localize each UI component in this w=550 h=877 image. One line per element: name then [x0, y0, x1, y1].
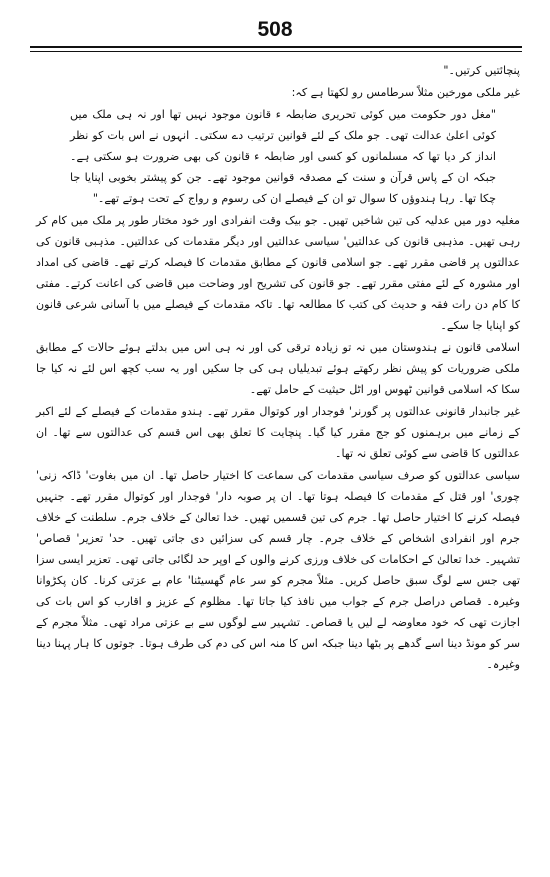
paragraph-quote-end: پنچائتیں کرتیں۔"	[443, 64, 520, 77]
header-rule-thick	[30, 46, 522, 48]
block-quote: "مغل دور حکومت میں کوئی تحریری ضابطہ ء قانون موجود نہیں تھا اور نہ ہی ملک میں کوئی اعلیٰ عدالت تھی۔ جو ملک کے لئے قوانین ترتیب دے سکتی۔ انہوں نے اس بات کو نظر انداز کر دیا تھا کہ مسلمانوں کو کسی اور ضابطہ ء قانون کی بھی ضرورت ہو سکتی ہے۔ جبکہ ان کے پاس قرآن و سنت کے مصدقہ قوانین موجود تھے۔ جن کو پیشتر بخوبی اپنایا جا چکا تھا۔ رہا ہندوؤں کا سوال تو ان کے فیصلے ان کی رسوم و رواج کے تحت ہوتے تھے۔"	[70, 108, 496, 205]
paragraph-intro: غیر ملکی مورخین مثلاً سرطامس رو لکھتا ہے کہ:	[291, 86, 520, 99]
page-number: 508	[257, 18, 293, 41]
page-text	[36, 60, 520, 676]
paragraph-judiciary-branches: مغلیہ دور میں عدلیہ کی تین شاخیں تھیں۔ جو بیک وقت انفرادی اور خود مختار طور پر ملک میں کام کر رہی تھیں۔ مذہبی قانون کی عدالتیں' سیاسی عدالتیں اور دیگر مقدمات کی عدالتیں۔ مذہبی قانون کی عدالتوں پر قاضی مقرر تھے۔ جو اسلامی قانون کے مطابق مقدمات کا فیصلہ کرتے تھے۔ قاضی کی امداد اور مشورہ کے لئے مفتی مقرر تھے۔ جو قانون کی تشریح اور وضاحت میں قاضی کی اعانت کرتے۔ مفتی کا کام دن رات فقہ و حدیث کی کتب کا مطالعہ تھا۔ تاکہ مقدمات کے فیصلے میں با آسانی شرعی قانون کو اپنایا جا سکے۔	[36, 214, 520, 332]
paragraph-islamic-law: اسلامی قانون نے ہندوستان میں نہ تو زیادہ ترقی کی اور نہ ہی اس میں بدلتے ہوئے حالات کے مطابق ملکی ضروریات کو پیش نظر رکھتے ہوئے تبدیلیاں ہی کی جا سکیں اور یہ سب کچھ اس لئے نہ کیا جا سکا کہ اسلامی قوانین ٹھوس اور اٹل حیثیت کے حامل تھے۔	[36, 341, 520, 396]
paragraph-secular-courts: غیر جانبدار قانونی عدالتوں پر گورنر' فوجدار اور کوتوال مقرر تھے۔ ہندو مقدمات کے فیصلے کے لئے اکبر کے زمانے میں برہمنوں کو جج مقرر کیا گیا۔ پنچایت کا تعلق بھی اس قسم کی عدالتوں سے تھا۔ ان عدالتوں کا قاضی سے کوئی تعلق نہ تھا۔	[36, 405, 520, 460]
header-rule-thin	[30, 51, 522, 52]
paragraph-political-courts: سیاسی عدالتوں کو صرف سیاسی مقدمات کی سماعت کا اختیار حاصل تھا۔ ان میں بغاوت' ڈاکہ زنی' چوری' اور قتل کے مقدمات کا فیصلہ ہوتا تھا۔ ان پر صوبہ دار' فوجدار اور کوتوال مقرر تھے۔ جنہیں فیصلہ کرنے کا اختیار حاصل تھا۔ جرم کی تین قسمیں تھیں۔ خدا تعالیٰ کے خلاف جرم۔ سلطنت کے خلاف جرم اور انفرادی اشخاص کے خلاف جرم۔ چار قسم کی سزائیں دی جاتی تھیں۔ حد' تعزیر' قصاص' تشہیر۔ خدا تعالیٰ کے احکامات کی خلاف ورزی کرنے والوں کے اوپر حد لگائی جاتی تھی۔ تعزیر ایسی سزا تھی جس سے لوگ سبق حاصل کریں۔ مثلاً مجرم کو سر عام گھسیٹنا' عام بے عزتی کرنا۔ کان پکڑوانا وغیرہ۔ قصاص دراصل جرم کے جواب میں نافذ کیا جاتا تھا۔ مظلوم کے عزیز و اقارب کو اس بات کی اجازت تھی کہ خود معاوضہ لے لیں یا قصاص۔ تشہیر سے لوگوں سے بے عزتی مراد تھی۔ مثلاً مجرم کے سر کو مونڈ دینا اسے گدھے پر بٹھا دینا جبکہ اس کا منہ اس کی دم کی طرف ہوتا۔ جوتوں کا ہار پہنا دینا وغیرہ۔	[36, 469, 520, 671]
